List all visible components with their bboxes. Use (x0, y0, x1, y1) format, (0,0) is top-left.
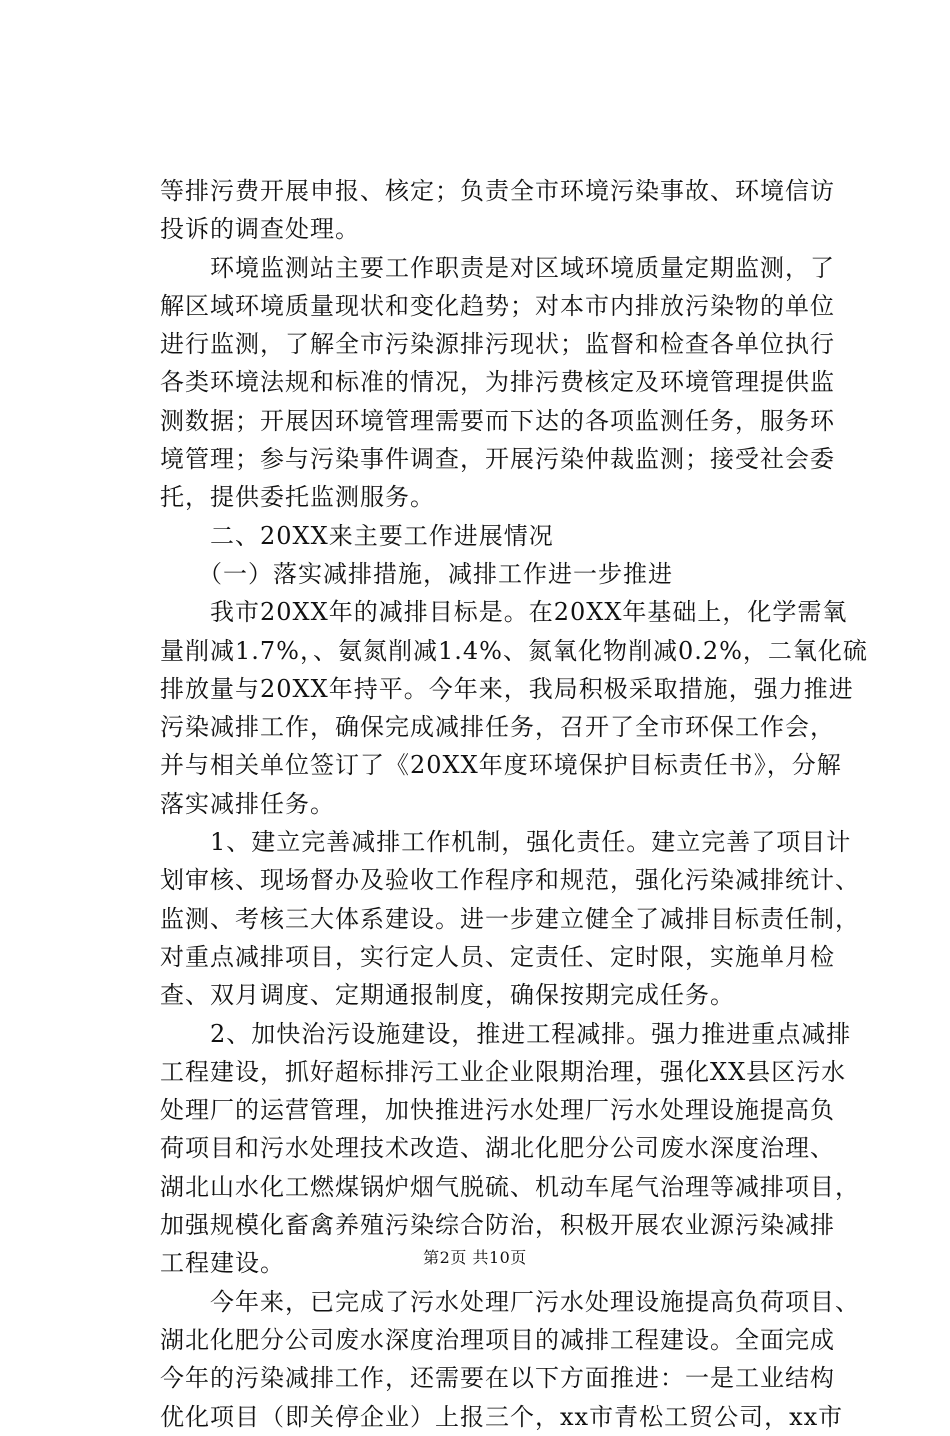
text-line: 工程建设。 (160, 1249, 285, 1278)
text-line: 划审核、现场督办及验收工作程序和规范，强化污染减排统计、 (160, 866, 860, 895)
page-number-label: 第2页 共10页 (423, 1248, 527, 1267)
document-body (160, 172, 868, 1436)
subsection-heading: （一）落实减排措施，减排工作进一步推进 (160, 559, 673, 588)
text-line: 1、建立完善减排工作机制，强化责任。建立完善了项目计 (160, 828, 852, 857)
text-line: 环境监测站主要工作职责是对区域环境质量定期监测，了 (160, 253, 835, 282)
text-line: 今年的污染减排工作，还需要在以下方面推进：一是工业结构 (160, 1364, 835, 1393)
text-line: 解区域环境质量现状和变化趋势；对本市内排放污染物的单位 (160, 291, 835, 320)
text-line: 排放量与20XX年持平。今年来，我局积极采取措施，强力推进 (160, 674, 854, 703)
text-line: 落实减排任务。 (160, 789, 335, 818)
text-line: 并与相关单位签订了《20XX年度环境保护目标责任书》，分解 (160, 751, 842, 780)
text-line: 对重点减排项目，实行定人员、定责任、定时限，实施单月检 (160, 942, 835, 971)
text-line: 加强规模化畜禽养殖污染综合防治，积极开展农业源污染减排 (160, 1211, 835, 1240)
text-line: 2、加快治污设施建设，推进工程减排。强力推进重点减排 (160, 1019, 852, 1048)
text-line: 今年来，已完成了污水处理厂污水处理设施提高负荷项目、 (160, 1287, 860, 1316)
text-line: 荷项目和污水处理技术改造、湖北化肥分公司废水深度治理、 (160, 1134, 835, 1163)
text-line: 托，提供委托监测服务。 (160, 483, 435, 512)
text-line: 监测、考核三大体系建设。进一步建立健全了减排目标责任制， (160, 904, 860, 933)
text-line: 境管理；参与污染事件调查，开展污染仲裁监测；接受社会委 (160, 445, 835, 474)
text-line: 测数据；开展因环境管理需要而下达的各项监测任务，服务环 (160, 406, 835, 435)
text-line: 量削减1.7%，、氨氮削减1.4%、氮氧化物削减0.2%，二氧化硫 (160, 636, 868, 665)
text-line: 污染减排工作，确保完成减排任务，召开了全市环保工作会， (160, 713, 835, 742)
text-line: 等排污费开展申报、核定；负责全市环境污染事故、环境信访 (160, 177, 835, 205)
text-line: 各类环境法规和标准的情况，为排污费核定及环境管理提供监 (160, 368, 835, 397)
text-line: 湖北化肥分公司废水深度治理项目的减排工程建设。全面完成 (160, 1325, 835, 1354)
text-line: 查、双月调度、定期通报制度，确保按期完成任务。 (160, 981, 735, 1010)
text-line: 进行监测，了解全市污染源排污现状；监督和检查各单位执行 (160, 330, 835, 359)
text-line: 我市20XX年的减排目标是。在20XX年基础上，化学需氧 (160, 598, 848, 627)
text-line: 投诉的调查处理。 (160, 215, 360, 244)
text-line: 优化项目（即关停企业）上报三个，xx市青松工贸公司，xx市 (160, 1402, 844, 1431)
text-line: 湖北山水化工燃煤锅炉烟气脱硫、机动车尾气治理等减排项目， (160, 1172, 860, 1201)
section-heading: 二、20XX来主要工作进展情况 (160, 521, 554, 550)
text-line: 工程建设，抓好超标排污工业企业限期治理，强化XX县区污水 (160, 1057, 847, 1086)
page-footer (0, 1248, 950, 1268)
text-line: 处理厂的运营管理，加快推进污水处理厂污水处理设施提高负 (160, 1096, 835, 1125)
